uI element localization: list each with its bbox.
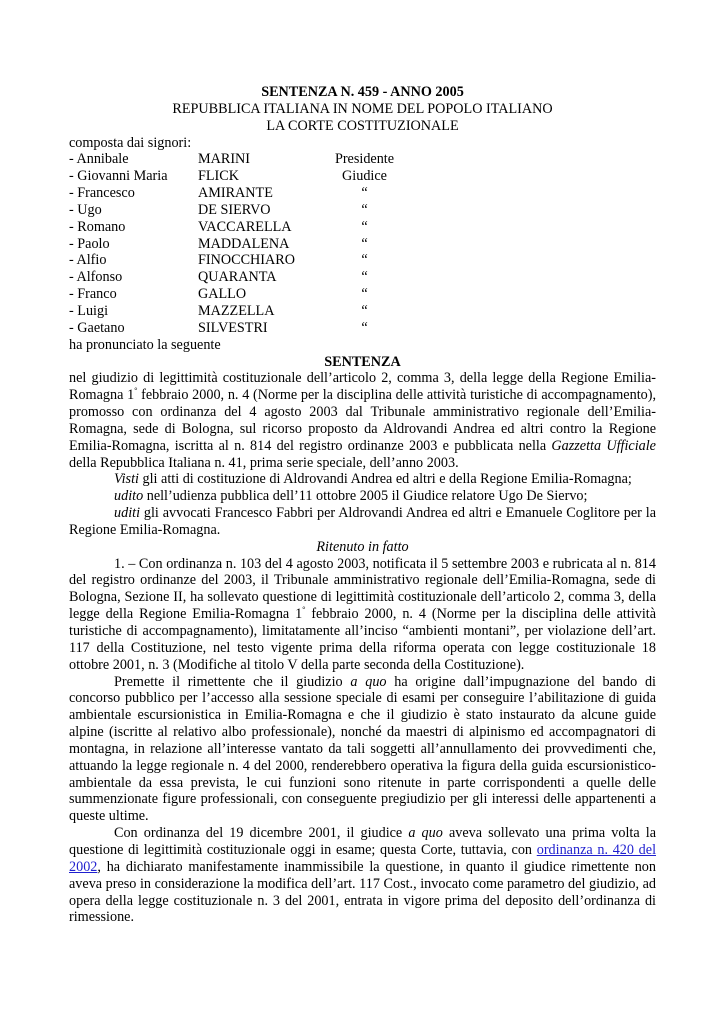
judge-role: “ [361, 269, 368, 286]
header-court: LA CORTE COSTITUZIONALE [266, 117, 459, 134]
judge-last-name: AMIRANTE [198, 185, 273, 202]
paragraph-uditi: uditi gli avvocati Francesco Fabbri per Aldrovandi Andrea ed altri e Emanuele Coglitore per la Regione Emilia-Romagna. [69, 505, 656, 538]
judge-role: “ [361, 286, 368, 303]
judge-role: “ [361, 185, 368, 202]
judge-first-name: - Ugo [69, 201, 102, 218]
judge-last-name: MADDALENA [198, 235, 290, 252]
pronunciation-line: ha pronunciato la seguente [69, 336, 221, 353]
composition-intro: composta dai signori: [69, 134, 192, 151]
sentenza-heading: SENTENZA [324, 353, 401, 370]
judge-row [69, 320, 656, 337]
judge-first-name: - Alfonso [69, 269, 123, 286]
judge-first-name: - Annibale [69, 151, 129, 168]
judges-list [69, 151, 656, 336]
judge-last-name: QUARANTA [198, 269, 277, 286]
judge-role: Presidente [334, 151, 395, 168]
judge-first-name: - Gaetano [69, 319, 125, 336]
ordinanza-link[interactable]: ordinanza n. 420 del 2002 [69, 841, 657, 875]
judge-first-name: - Luigi [69, 302, 109, 319]
judge-last-name: DE SIERVO [198, 201, 271, 218]
judge-first-name: - Paolo [69, 235, 110, 252]
paragraph-visti: Visti gli atti di costituzione di Aldrovandi Andrea ed altri e della Regione Emilia-Romagna; [114, 471, 632, 488]
judge-role: “ [361, 218, 368, 235]
judge-last-name: VACCARELLA [198, 218, 292, 235]
judge-last-name: GALLO [198, 286, 247, 303]
paragraph-precedent: Con ordinanza del 19 dicembre 2001, il giudice a quo aveva sollevato una prima volta la questione di legittimità costituzionale oggi in esame; questa Corte, tuttavia, con ordinanza n. 420 del 2002, ha dichiarato manifestamente inammissibile la questione, in quanto il giudice rimettente non aveva preso in considerazione la modifica dell’art. 117 Cost., invocato come parametro del giudizio, ad opera della legge costituzionale n. 3 del 2001, entrata in vigore prima del deposito dell’ordinanza di rimessione. [69, 825, 657, 926]
judge-role: “ [361, 201, 368, 218]
judge-role: Giudice [342, 168, 387, 185]
paragraph-premette: Premette il rimettente che il giudizio a quo ha origine dall’impugnazione del bando di concorso pubblico per l’accesso alla sessione speciale di esami per conseguire l’abilitazione di guida ambientale escursionistica in Emilia-Romagna e che il giudizio è stato instaurato da alcune guide alpine (iscritte al relativo albo professionale), nonché da maestri di alpinismo ed accompagnatori di montagna, in relazione all’interesse vantato da tali soggetti all’annullamento dei provvedimenti che, attuando la legge regionale n. 4 del 2000, renderebbero operativa la figura della guida escursionistico-ambientale da essa prevista, le cui funzioni sono ritenute in parte corrispondenti a quelle delle summenzionate figure professionali, con conseguente pregiudizio per gli interessi delle appartenenti a queste ultime. [69, 673, 656, 825]
judge-row [69, 151, 656, 168]
judge-role: “ [361, 319, 368, 336]
judge-row [69, 252, 656, 269]
paragraph-ordinanza: 1. – Con ordinanza n. 103 del 4 agosto 2003, notificata il 5 settembre 2003 e rubricata al n. 814 del registro ordinanze del 2003, il Tribunale amministrativo regionale dell’Emilia-Romagna, sede di Bologna, Sezione II, ha sollevato questione di legittimità costituzionale dell’articolo 2, comma 3, della legge della Regione Emilia-Romagna 1° febbraio 2000, n. 4 (Norme per la disciplina delle attività turistiche di accompagnamento), limitatamente all’inciso “ambienti montani”, per violazione dell’art. 117 della Costituzione, nel testo vigente prima della riforma operata con legge costituzionale 18 ottobre 2001, n. 3 (Modifiche al titolo V della parte seconda della Costituzione). [69, 555, 657, 673]
paragraph-udito: udito nell’udienza pubblica dell’11 ottobre 2005 il Giudice relatore Ugo De Siervo; [114, 488, 588, 505]
judge-row [69, 168, 656, 185]
judge-last-name: MAZZELLA [198, 302, 275, 319]
judge-last-name: SILVESTRI [198, 319, 268, 336]
judge-first-name: - Romano [69, 218, 126, 235]
judge-first-name: - Alfio [69, 252, 107, 269]
header-republic: REPUBBLICA ITALIANA IN NOME DEL POPOLO ITALIANO [172, 100, 553, 117]
document-page [69, 84, 656, 926]
judge-role: “ [361, 302, 368, 319]
document-title: SENTENZA N. 459 - ANNO 2005 [261, 84, 464, 100]
judge-row [69, 185, 656, 202]
judge-row [69, 236, 656, 253]
judge-first-name: - Francesco [69, 185, 135, 202]
judge-role: “ [361, 252, 368, 269]
judge-row [69, 269, 656, 286]
judge-row [69, 219, 656, 236]
judge-first-name: - Giovanni Maria [69, 168, 168, 185]
judge-last-name: MARINI [198, 151, 251, 168]
gazzetta-ufficiale: Gazzetta Ufficiale [551, 437, 656, 454]
judge-row [69, 202, 656, 219]
judge-row [69, 303, 656, 320]
judge-row [69, 286, 656, 303]
judge-last-name: FLICK [198, 168, 239, 185]
judge-first-name: - Franco [69, 286, 117, 303]
judge-last-name: FINOCCHIARO [198, 252, 295, 269]
judge-role: “ [361, 235, 368, 252]
section-heading-ritenuto: Ritenuto in fatto [316, 538, 409, 555]
paragraph-proceedings: nel giudizio di legittimità costituzionale dell’articolo 2, comma 3, della legge della Regione Emilia-Romagna 1° febbraio 2000, n. 4 (Norme per la disciplina delle attività turistiche di accompagnamento), promosso con ordinanza del 4 agosto 2003 dal Tribunale amministrativo regionale dell’Emilia-Romagna, sede di Bologna, sul ricorso proposto da Aldrovandi Andrea ed altri contro la Regione Emilia-Romagna, iscritta al n. 814 del registro ordinanze 2003 e pubblicata nella Gazzetta Ufficiale della Repubblica Italiana n. 41, prima serie speciale, dell’anno 2003. [69, 370, 657, 471]
